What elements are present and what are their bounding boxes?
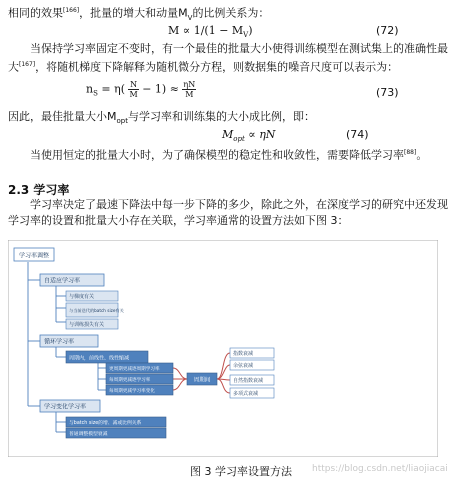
root-label: 学习率调整 xyxy=(18,252,50,260)
adaptive-child-1-label: 与梯度有关 xyxy=(69,294,95,300)
cyclic-child-3-label: 每周期更减学习率变化 xyxy=(109,389,155,394)
output-1-label: 指数衰减 xyxy=(233,351,254,357)
branch-cyclic-label: 循环学习率 xyxy=(44,338,75,346)
watermark: https://blog.csdn.net/liaojiacai xyxy=(312,464,448,474)
cyclic-child-1-label: 更周期更减逐周期学习率 xyxy=(109,367,160,372)
paragraph-5-line-2: 学习率的设置和批量大小存在关联，学习率通常的设置方法如下图 3： xyxy=(8,214,349,227)
varying-child-1-label: 与batch size的增、减或比例关系 xyxy=(69,421,142,426)
figure-caption: 图 3 学习率设置方法 xyxy=(190,465,292,478)
paragraph-2-line-2: 大[167]，将随机梯度下降解释为随机微分方程，则数据集的噪音尺度可以表示为： xyxy=(8,60,399,74)
output-4-label: 多项式衰减 xyxy=(233,391,259,397)
cyclic-highlight-label: 周期内，前线性、线性缩减 xyxy=(69,355,130,362)
fraction-etan-over-m: $\frac{\eta N}{M}$ xyxy=(183,80,196,99)
equation-73: $n_S = \eta$( $\frac{N}{M}$ − 1) ≈ $\frac{\eta N}{M}$ xyxy=(86,80,196,99)
equation-73-number: (73) xyxy=(376,86,399,99)
equation-74-number: (74) xyxy=(346,128,369,141)
fraction-n-over-m: $\frac{N}{M}$ xyxy=(129,80,138,99)
paragraph-1: 相同的效果[166]，批量的增大和动量$M_V$的比例关系为： xyxy=(8,6,270,22)
equation-74: $M_{opt} \propto \eta N$ xyxy=(222,128,276,144)
paragraph-5-line-1: 学习率决定了最速下降法中每一步下降的多少，除此之外，在深度学习的研究中还发现 xyxy=(30,198,448,211)
learning-rate-mindmap xyxy=(8,240,438,457)
equation-72: $M \propto 1/(1 - M_V)$ xyxy=(168,24,253,40)
branch-varying-label: 学习变化学习率 xyxy=(44,403,87,411)
cyclic-child-2-label: 每周期更减逐学习率 xyxy=(109,378,151,383)
adaptive-child-2-label: 与当前迭代的batch size有关 xyxy=(69,308,124,313)
cyclic-hub-label: 周期间 xyxy=(193,377,211,384)
paragraph-2-line-1: 当保持学习率固定不变时，有一个最佳的批量大小使得训练模型在测试集上的准确性最 xyxy=(30,42,448,55)
paragraph-3: 因此，最佳批量大小$M_{opt}$与学习率和训练集的大小成比例，即： xyxy=(8,110,315,126)
section-heading: 2.3 学习率 xyxy=(8,183,70,197)
output-2-label: 余弦衰减 xyxy=(233,363,254,369)
output-3-label: 自然指数衰减 xyxy=(233,378,264,384)
equation-72-number: (72) xyxy=(376,24,399,37)
varying-child-2-label: 普通调整模型衰减 xyxy=(69,432,108,437)
paragraph-4: 当使用恒定的批量大小时，为了确保模型的稳定性和收敛性，需要降低学习率[88]。 xyxy=(30,148,428,162)
branch-adaptive-label: 自适应学习率 xyxy=(44,277,81,285)
adaptive-child-3-label: 与训练损失有关 xyxy=(69,322,105,328)
